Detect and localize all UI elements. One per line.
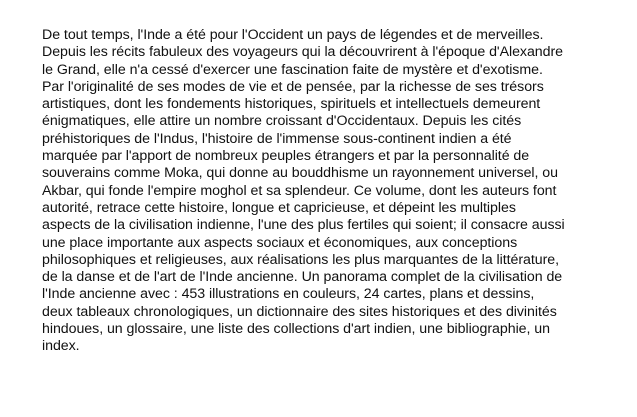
text-line: Depuis les récits fabuleux des voyageurs qui la découvrirent à l'époque d'Alexandre bbox=[42, 44, 564, 61]
text-line: hindoues, un glossaire, une liste des collections d'art indien, une bibliographie, un bbox=[42, 321, 550, 338]
text-line: marquée par l'apport de nombreux peuples étrangers et par la personnalité de bbox=[42, 148, 530, 165]
text-line: Par l'originalité de ses modes de vie et de pensée, par la richesse de ses trésors bbox=[42, 78, 544, 95]
text-line: souverains comme Moka, qui donne au bouddhisme un rayonnement universel, ou bbox=[42, 165, 558, 182]
text-line: le Grand, elle n'a cessé d'exercer une fascination faite de mystère et d'exotisme. bbox=[42, 61, 543, 78]
text-line: philosophiques et religieuses, aux réalisations les plus marquantes de la littérature, bbox=[42, 251, 559, 268]
text-line: une place importante aux aspects sociaux et économiques, aux conceptions bbox=[42, 234, 518, 251]
text-line: de la danse et de l'art de l'Inde ancienne. Un panorama complet de la civilisation de bbox=[42, 269, 563, 286]
text-line: deux tableaux chronologiques, un dictionnaire des sites historiques et des divinités bbox=[42, 303, 557, 320]
text-line: autorité, retrace cette histoire, longue et capricieuse, et dépeint les multiples bbox=[42, 199, 516, 216]
description-paragraph bbox=[42, 27, 637, 356]
text-line: préhistoriques de l'Indus, l'histoire de l'immense sous-continent indien a été bbox=[42, 130, 512, 147]
text-line: l'Inde ancienne avec : 453 illustrations en couleurs, 24 cartes, plans et dessins, bbox=[42, 286, 535, 303]
text-line: artistiques, dont les fondements historiques, spirituels et intellectuels demeurent bbox=[42, 96, 541, 113]
text-line: aspects de la civilisation indienne, l'une des plus fertiles qui soient; il consacre aussi bbox=[42, 217, 565, 234]
text-line: index. bbox=[42, 338, 80, 355]
text-line: De tout temps, l'Inde a été pour l'Occident un pays de légendes et de merveilles. bbox=[42, 27, 544, 43]
text-line: énigmatiques, elle attire un nombre croissant d'Occidentaux. Depuis les cités bbox=[42, 113, 522, 130]
text-line: Akbar, qui fonde l'empire moghol et sa splendeur. Ce volume, dont les auteurs font bbox=[42, 182, 557, 199]
